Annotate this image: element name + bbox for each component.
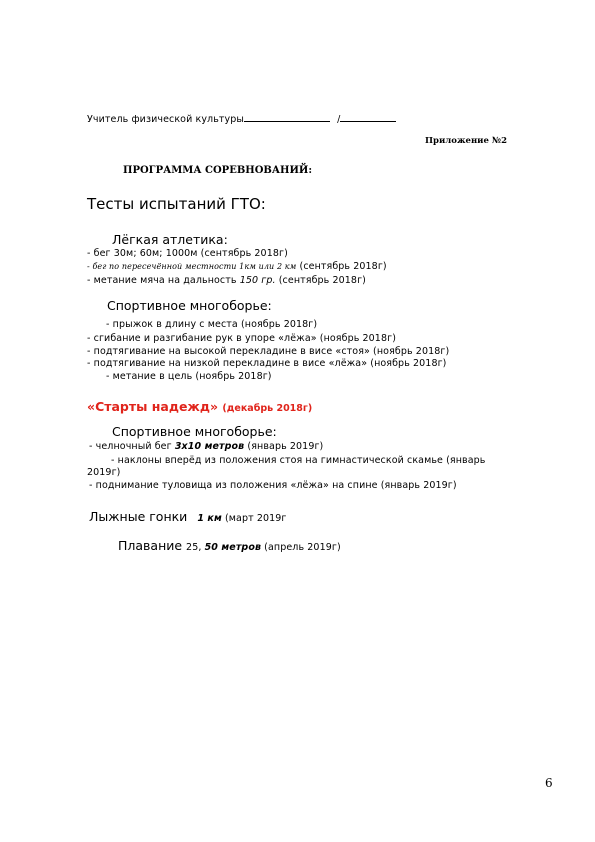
hope-date: (декабрь 2018г) xyxy=(222,403,313,414)
athletics-cross-item xyxy=(87,262,387,272)
signature-slash: / xyxy=(337,114,341,125)
allround1-title: Спортивное многоборье: xyxy=(107,298,272,313)
ski-title: Лыжные гонки xyxy=(89,509,188,524)
allround2-bend-item-cont: 2019г) xyxy=(87,467,121,478)
allround1-jump-item: - прыжок в длину с места (ноябрь 2018г) xyxy=(106,319,318,330)
allround1-target-item: - метание в цель (ноябрь 2018г) xyxy=(106,371,272,382)
gto-title: Тесты испытаний ГТО: xyxy=(87,195,266,213)
throw-date: (сентябрь 2018г) xyxy=(275,275,366,286)
allround1-pullup-low-item: - подтягивание на низкой перекладине в висе «лёжа» (ноябрь 2018г) xyxy=(87,358,447,369)
ski-date: (март 2019г xyxy=(221,513,287,524)
allround2-bend-item: - наклоны вперёд из положения стоя на гимнастической скамье (январь xyxy=(111,455,486,466)
shuttle-date: (январь 2019г) xyxy=(244,441,324,452)
swimming-line xyxy=(118,537,341,553)
hope-starts-heading xyxy=(87,398,312,414)
athletics-throw-item xyxy=(87,276,366,286)
swim-dist-short: 25, xyxy=(186,542,205,553)
athletics-run-item: - бег 30м; 60м; 1000м (сентябрь 2018г) xyxy=(87,248,288,259)
allround2-shuttle-item xyxy=(89,442,323,452)
athletics-title: Лёгкая атлетика: xyxy=(112,232,228,247)
ski-race-line xyxy=(89,508,287,524)
swim-distance: 50 метров xyxy=(204,542,262,553)
cross-date: (сентябрь 2018г) xyxy=(296,261,387,272)
teacher-signature-blank xyxy=(244,112,330,122)
allround2-situp-item: - поднимание туловища из положения «лёжа» на спине (январь 2019г) xyxy=(89,480,457,491)
allround1-pushup-item: - сгибание и разгибание рук в упоре «лёжа» (ноябрь 2018г) xyxy=(87,333,396,344)
throw-text: - метание мяча на дальность xyxy=(87,275,240,286)
shuttle-distance: 3х10 метров xyxy=(174,441,245,452)
cross-text: - бег по пересечённой местности 1км или 2 км xyxy=(87,262,297,271)
name-blank xyxy=(340,112,396,122)
swim-title: Плавание xyxy=(118,538,187,553)
throw-weight: 150 гр. xyxy=(239,275,276,286)
program-title: ПРОГРАММА СОРЕВНОВАНИЙ: xyxy=(123,165,313,176)
hope-title: «Старты надежд» xyxy=(87,399,223,414)
appendix-label: Приложение №2 xyxy=(425,136,507,146)
shuttle-text: - челночный бег xyxy=(89,441,175,452)
swim-date: (апрель 2019г) xyxy=(261,542,341,553)
ski-distance: 1 км xyxy=(197,513,222,524)
teacher-signature-line xyxy=(87,112,396,125)
allround1-pullup-high-item: - подтягивание на высокой перекладине в висе «стоя» (ноябрь 2018г) xyxy=(87,346,450,357)
page-number: 6 xyxy=(545,776,553,790)
teacher-label: Учитель физической культуры xyxy=(87,114,245,125)
allround2-title: Спортивное многоборье: xyxy=(112,424,277,439)
